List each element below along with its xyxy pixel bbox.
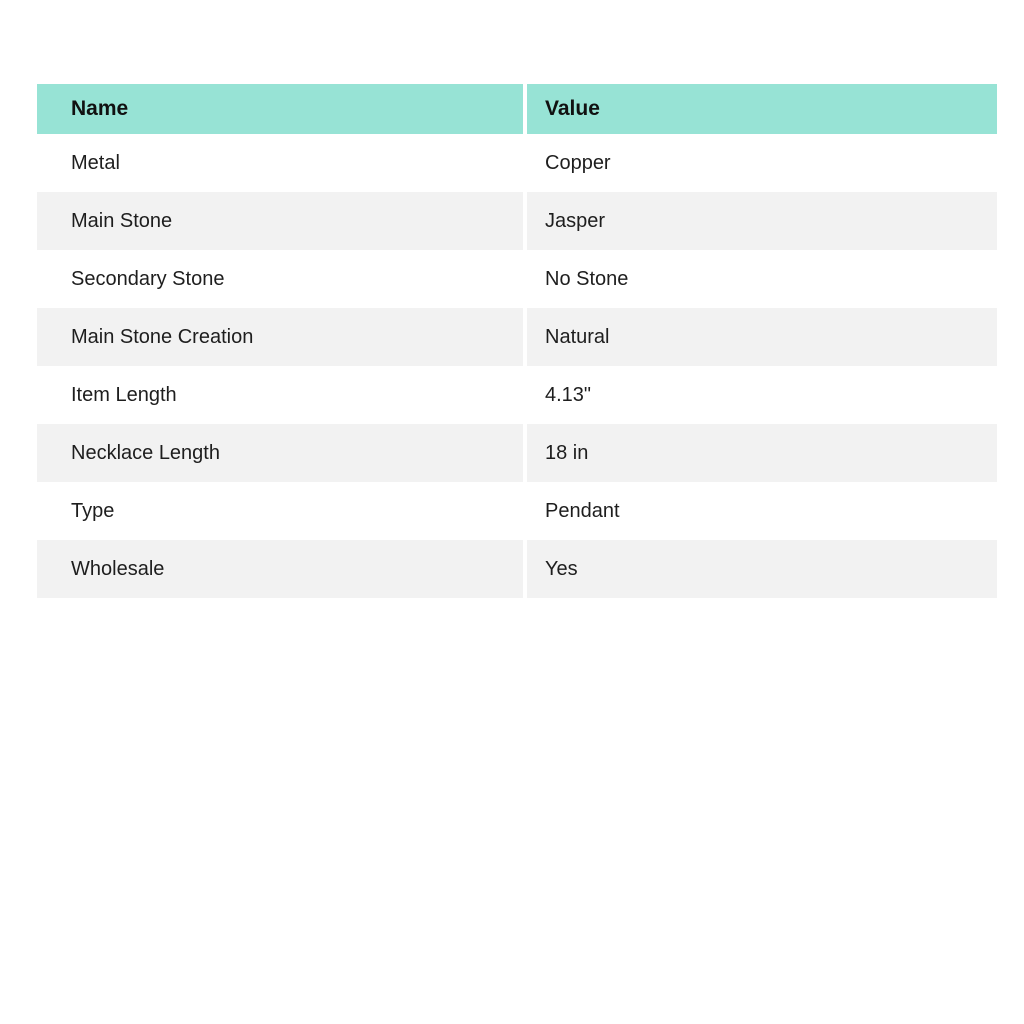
table-row xyxy=(37,192,1001,250)
cell-value: 4.13" xyxy=(527,366,997,424)
cell-name: Type xyxy=(37,482,523,540)
cell-name: Metal xyxy=(37,134,523,192)
cell-value: Natural xyxy=(527,308,997,366)
cell-value: No Stone xyxy=(527,250,997,308)
cell-name: Item Length xyxy=(37,366,523,424)
table-row xyxy=(37,366,1001,424)
cell-name: Wholesale xyxy=(37,540,523,598)
cell-value: Copper xyxy=(527,134,997,192)
cell-value: Yes xyxy=(527,540,997,598)
cell-value: 18 in xyxy=(527,424,997,482)
cell-name: Main Stone xyxy=(37,192,523,250)
table-header-row xyxy=(37,84,1001,134)
product-spec-table xyxy=(37,84,1001,598)
header-cell-name: Name xyxy=(37,84,523,134)
cell-name: Necklace Length xyxy=(37,424,523,482)
table-row xyxy=(37,308,1001,366)
table-row xyxy=(37,134,1001,192)
cell-value: Jasper xyxy=(527,192,997,250)
table-row xyxy=(37,424,1001,482)
table-row xyxy=(37,250,1001,308)
table-row xyxy=(37,482,1001,540)
cell-value: Pendant xyxy=(527,482,997,540)
header-cell-value: Value xyxy=(527,84,997,134)
cell-name: Secondary Stone xyxy=(37,250,523,308)
cell-name: Main Stone Creation xyxy=(37,308,523,366)
table-row xyxy=(37,540,1001,598)
